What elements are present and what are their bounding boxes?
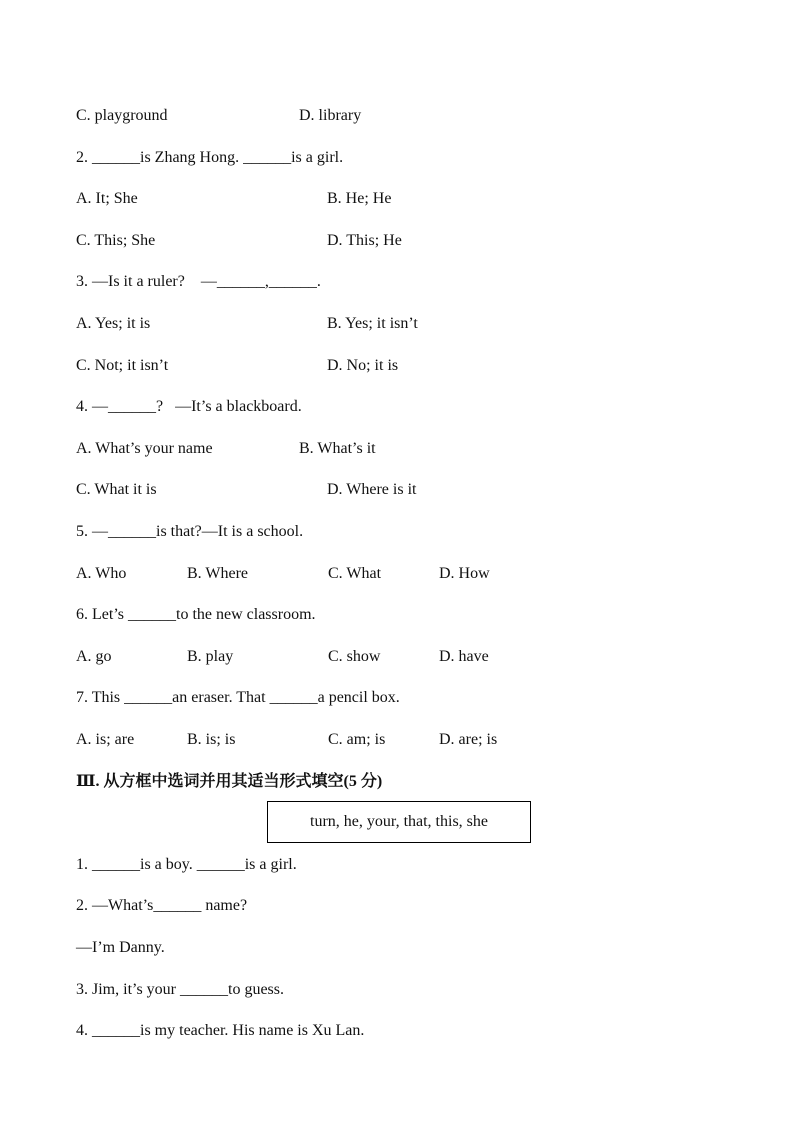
fill-item-1: 1. ______is a boy. ______is a girl. bbox=[76, 856, 297, 873]
option-b: B. He; He bbox=[327, 190, 392, 207]
question-7-stem: 7. This ______an eraser. That ______a pencil box. bbox=[76, 689, 400, 706]
option-b: B. What’s it bbox=[299, 440, 376, 457]
question-5-stem: 5. —______is that?—It is a school. bbox=[76, 523, 304, 540]
option-c: C. What it is bbox=[76, 481, 157, 498]
option-c: C. playground bbox=[76, 107, 168, 124]
option-d: D. No; it is bbox=[327, 357, 399, 374]
option-a: A. Who bbox=[76, 565, 127, 582]
option-c: C. show bbox=[328, 648, 381, 665]
option-c: C. Not; it isn’t bbox=[76, 357, 169, 374]
option-c: C. What bbox=[328, 565, 382, 582]
option-d: D. This; He bbox=[327, 232, 402, 249]
option-d: D. How bbox=[439, 565, 490, 582]
question-2-stem: 2. ______is Zhang Hong. ______is a girl. bbox=[76, 149, 344, 166]
option-a: A. is; are bbox=[76, 731, 135, 748]
question-3-stem: 3. —Is it a ruler? —______,______. bbox=[76, 273, 321, 290]
option-d: D. library bbox=[299, 107, 362, 124]
option-a: A. go bbox=[76, 648, 112, 665]
question-6-stem: 6. Let’s ______to the new classroom. bbox=[76, 606, 316, 623]
option-b: B. Where bbox=[187, 565, 249, 582]
option-d: D. are; is bbox=[439, 731, 498, 748]
option-a: A. It; She bbox=[76, 190, 138, 207]
option-a: A. Yes; it is bbox=[76, 315, 151, 332]
option-c: C. This; She bbox=[76, 232, 156, 249]
question-4-stem: 4. —______? —It’s a blackboard. bbox=[76, 398, 302, 415]
fill-item-4: 4. ______is my teacher. His name is Xu Lan. bbox=[76, 1022, 365, 1039]
fill-item-3: 3. Jim, it’s your ______to guess. bbox=[76, 981, 285, 998]
option-c: C. am; is bbox=[328, 731, 386, 748]
option-d: D. have bbox=[439, 648, 489, 665]
fill-item-2-answer: —I’m Danny. bbox=[76, 939, 165, 956]
option-d: D. Where is it bbox=[327, 481, 417, 498]
option-b: B. is; is bbox=[187, 731, 236, 748]
section-3-heading: Ⅲ. 从方框中选词并用其适当形式填空(5 分) bbox=[76, 773, 383, 790]
option-a: A. What’s your name bbox=[76, 440, 213, 457]
fill-item-2: 2. —What’s______ name? bbox=[76, 897, 248, 914]
option-b: B. play bbox=[187, 648, 234, 665]
option-b: B. Yes; it isn’t bbox=[327, 315, 418, 332]
word-box: turn, he, your, that, this, she bbox=[267, 801, 531, 843]
